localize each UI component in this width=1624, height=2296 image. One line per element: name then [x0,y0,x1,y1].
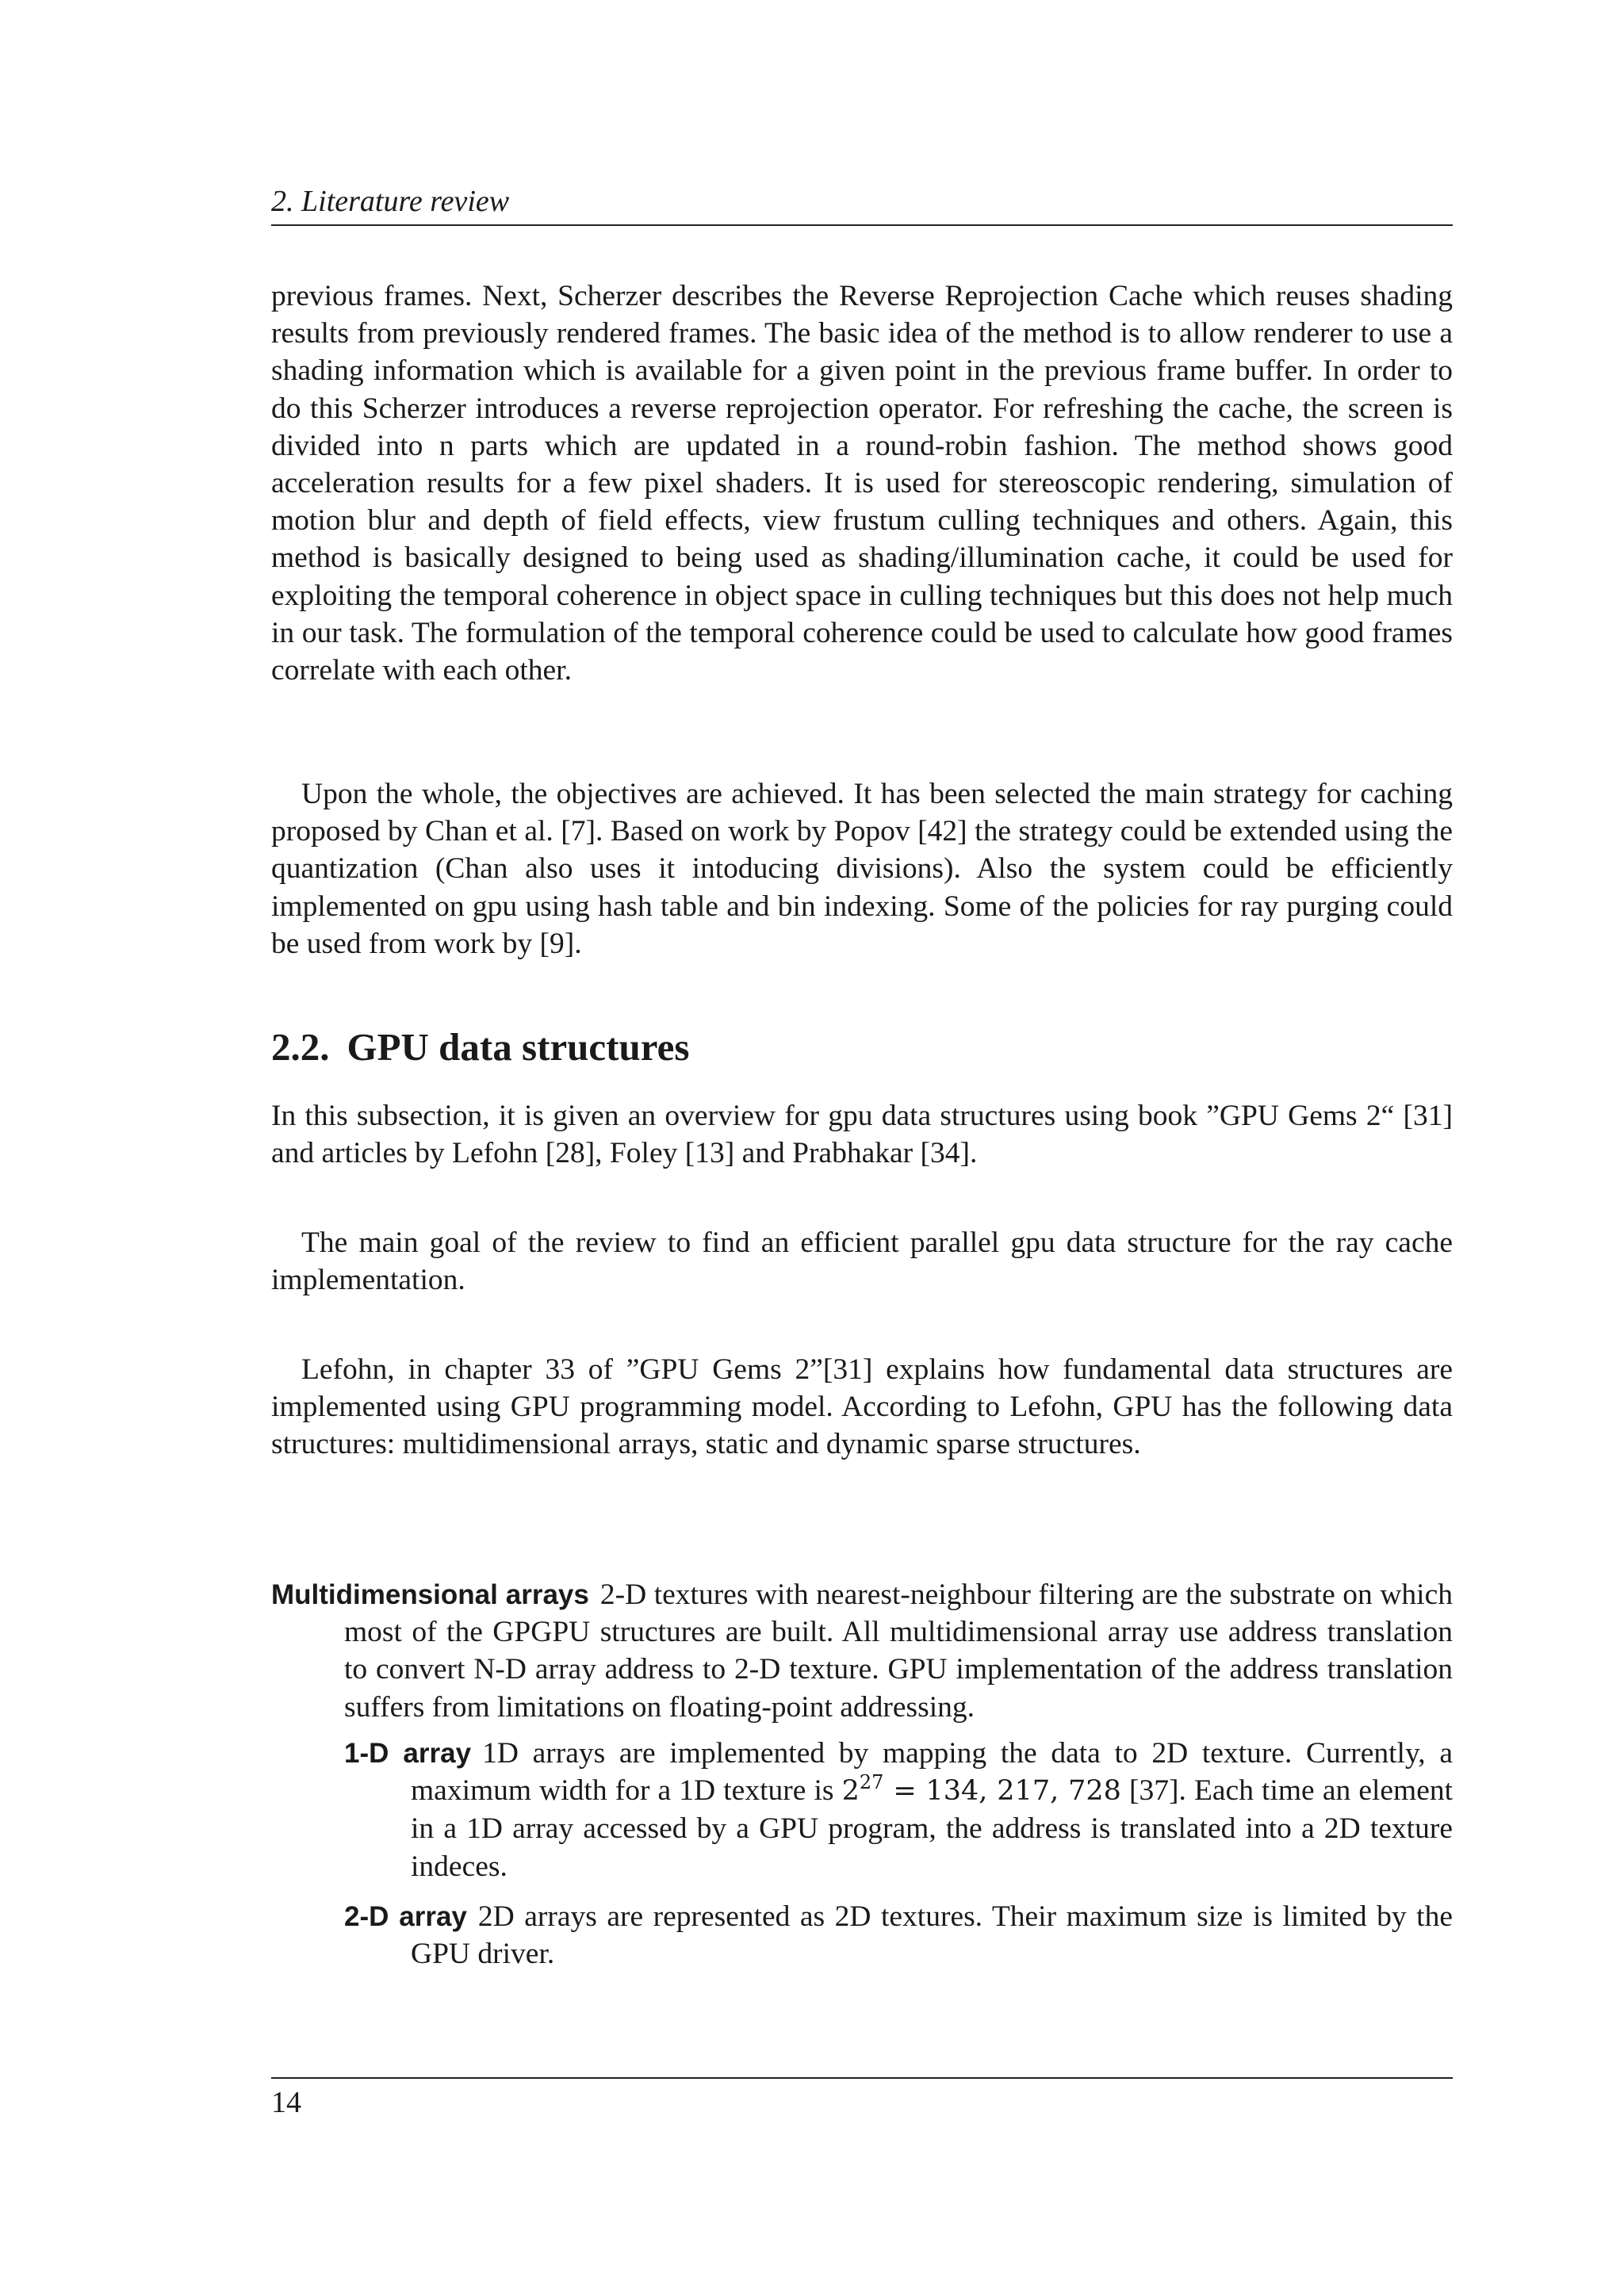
definition-term: Multidimensional arrays [271,1579,589,1610]
paragraph-lefohn: Lefohn, in chapter 33 of ”GPU Gems 2”[31] explains how fundamental data structures are implemented using GPU programming model. According to Lefohn, GPU has the following data structures: multidimensional arrays, static and dynamic sparse structures. [271,1353,1453,1461]
definition-text-continued: [37]. Each time an element in a 1D array accessed by a GPU program, the address is translated into a 2D texture indeces. [411,1774,1454,1883]
section-heading [271,1023,1453,1072]
paragraph-overview: In this subsection, it is given an overview for gpu data structures using book ”GPU Gems 2“ [31] and articles by Lefohn [28], Foley [13] and Prabhakar [34]. [271,1100,1453,1170]
running-header: 2. Literature review [271,185,510,218]
sub-definition-list [344,1735,1453,1973]
definition-term: 2-D array [344,1900,467,1932]
definition-1d-array [344,1735,1453,1885]
definition-2d-array [344,1898,1453,1973]
definition-multidimensional-arrays [271,1576,1453,1726]
definition-text: 1D arrays are implemented by mapping the data to 2D texture. Currently, a maximum width for a 1D texture is [411,1737,1453,1808]
page-number: 14 [271,2086,301,2119]
definition-term: 1-D array [344,1738,472,1769]
definition-text: 2-D textures with nearest-neighbour filtering are the substrate on which most of the GPGPU structures are built. All multidimensional array use address translation to convert N-D array address to 2-D texture. GPU implementation of the address translation suffers from limitations on floating-point addressing. [344,1578,1453,1724]
section-title: GPU data structures [347,1025,690,1069]
paragraph-main-goal: The main goal of the review to find an efficient parallel gpu data structure for the ray cache implementation. [271,1226,1453,1297]
paragraph-objectives: Upon the whole, the objectives are achieved. It has been selected the main strategy for caching proposed by Chan et al. [7]. Based on work by Popov [42] the strategy could be extended using the quantization (Chan also uses it intoducing divisions). Also the system could be efficiently implemented on gpu using hash table and bin indexing. Some of the policies for ray purging could be used from work by [9]. [271,778,1453,960]
paragraph-previous-frames: previous frames. Next, Scherzer describes the Reverse Reprojection Cache which reuses shading results from previously rendered frames. The basic idea of the method is to allow renderer to use a shading information which is available for a given point in the previous frame buffer. In order to do this Scherzer introduces a reverse reprojection operator. For refreshing the cache, the screen is divided into n parts which are updated in a round-robin fashion. The method shows good acceleration results for a few pixel shaders. It is used for stereoscopic rendering, simulation of motion blur and depth of field effects, view frustum culling techniques and others. Again, this method is basically designed to being used as shading/illumination cache, it could be used for exploiting the temporal coherence in object space in culling techniques but this does not help much in our task. The formulation of the temporal coherence could be used to calculate how good frames correlate with each other. [271,280,1453,687]
math-expression: $2^{27} = 134$, 217, 728 [841,1770,1121,1808]
section-number: 2.2. [271,1025,330,1069]
header-rule [271,224,1453,226]
footer-rule [271,2077,1453,2079]
definition-list [271,1576,1453,1726]
definition-text: 2D arrays are represented as 2D textures. Their maximum size is limited by the GPU driver. [411,1900,1453,1971]
